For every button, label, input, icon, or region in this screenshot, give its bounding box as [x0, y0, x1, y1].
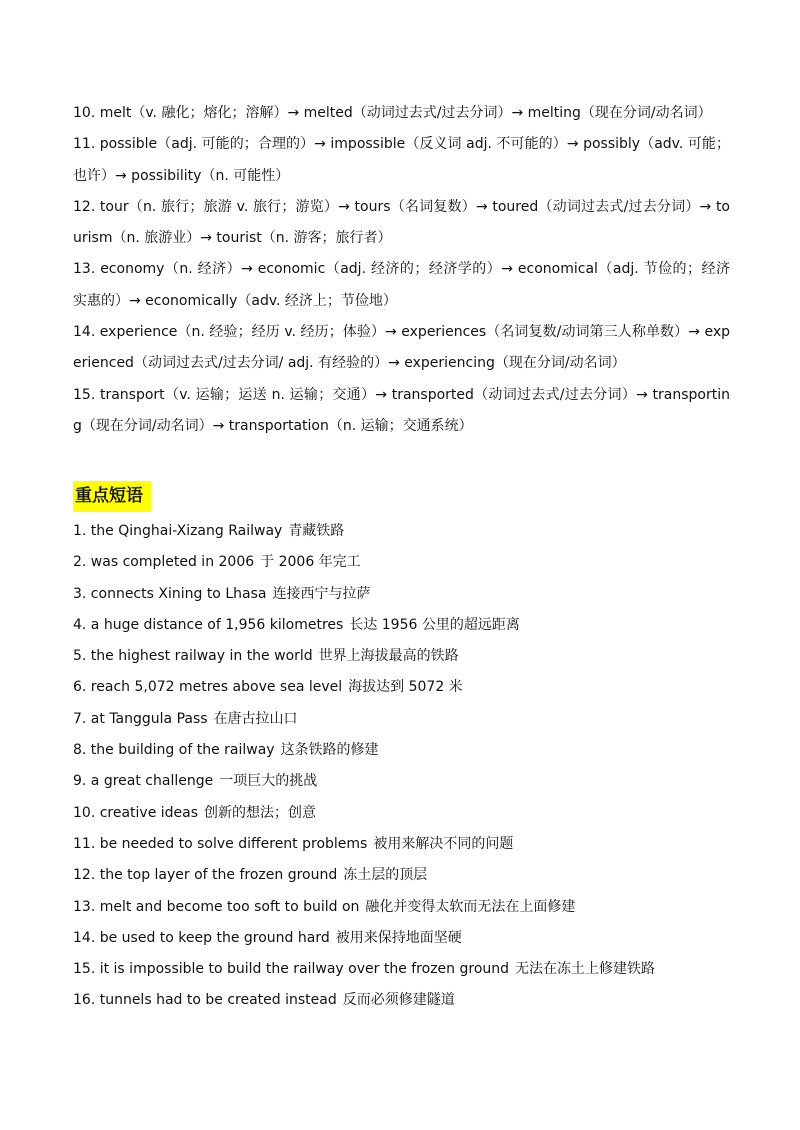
phrase-zh: 被用来解决不同的问题 [373, 835, 514, 852]
phrase-en: 1. the Qinghai-Xizang Railway [73, 523, 283, 539]
phrase-en: 4. a huge distance of 1,956 kilometres [73, 616, 344, 633]
phrase-en: 16. tunnels had to be created instead [73, 992, 337, 1009]
phrase-en: 14. be used to keep the ground hard [73, 929, 330, 946]
phrase-zh: 海拔达到 5072 米 [348, 679, 463, 696]
phrase-en: 11. be needed to solve different problems [73, 835, 368, 852]
vocab-entry-transport: 15. transport（v. 运输；运送 n. 运输；交通）→ transported（动词过去式/过去分词）→ transporting（现在分词/动名词）→ transportation（n. 运输；交通系统） [73, 386, 730, 434]
phrase-item [73, 579, 753, 610]
phrase-zh: 冻土层的顶层 [343, 867, 428, 884]
phrase-zh: 创新的想法；创意 [204, 804, 317, 821]
phrase-item [73, 672, 753, 703]
vocab-entry-melt: 10. melt（v. 融化；熔化；溶解）→ melted（动词过去式/过去分词）→ melting（现在分词/动名词） [73, 105, 712, 121]
phrase-en: 12. the top layer of the frozen ground [73, 867, 338, 884]
phrase-en: 6. reach 5,072 metres above sea level [73, 679, 343, 696]
phrase-zh: 于 2006 年完工 [260, 554, 361, 571]
phrase-zh: 融化并变得太软而无法在上面修建 [365, 898, 576, 915]
phrase-en: 2. was completed in 2006 [73, 554, 255, 571]
phrase-item [73, 516, 753, 547]
phrase-zh: 这条铁路的修建 [280, 742, 379, 759]
phrase-en: 10. creative ideas [73, 804, 199, 821]
phrase-en: 9. a great challenge [73, 773, 214, 790]
phrase-zh: 被用来保持地面坚硬 [335, 929, 462, 946]
phrase-item [73, 798, 753, 829]
phrase-item [73, 829, 753, 860]
vocab-entry-possible: 11. possible（adj. 可能的；合理的）→ impossible（反义词 adj. 不可能的）→ possibly（adv. 可能；也许）→ possibility（n. 可能性） [73, 136, 730, 184]
phrase-item [73, 735, 753, 766]
phrase-zh: 一项巨大的挑战 [219, 773, 318, 790]
phrase-item [73, 892, 753, 923]
phrase-item [73, 954, 753, 985]
phrase-zh: 长达 1956 公里的超远距离 [349, 616, 520, 633]
phrase-zh: 无法在冻土上修建铁路 [515, 961, 656, 978]
phrase-item [73, 641, 753, 672]
phrase-zh: 在唐古拉山口 [213, 710, 298, 727]
phrase-en: 15. it is impossible to build the railway over the frozen ground [73, 961, 510, 978]
vocab-entry-economy: 13. economy（n. 经济）→ economic（adj. 经济的；经济学的）→ economical（adj. 节俭的；经济实惠的）→ economically（adv. 经济上；节俭地） [73, 261, 730, 309]
phrases-heading-wrap [73, 481, 151, 512]
phrase-zh: 反而必须修建隧道 [342, 992, 455, 1009]
phrase-item [73, 766, 753, 797]
phrase-en: 8. the building of the railway [73, 742, 275, 759]
vocabulary-list [73, 98, 730, 442]
vocab-entry-tour: 12. tour（n. 旅行；旅游 v. 旅行；游览）→ tours（名词复数）→ toured（动词过去式/过去分词）→ tourism（n. 旅游业）→ tourist（n. 游客；旅行者） [73, 198, 730, 247]
phrase-item [73, 547, 753, 578]
phrase-zh: 青藏铁路 [288, 523, 345, 539]
phrase-en: 5. the highest railway in the world [73, 648, 313, 665]
section-heading: 重点短语 [73, 481, 151, 512]
phrase-item [73, 985, 753, 1016]
vocab-entry-experience: 14. experience（n. 经验；经历 v. 经历；体验）→ experiences（名词复数/动词第三人称单数）→ experienced（动词过去式/过去分词/ adj. 有经验的）→ experiencing（现在分词/动名词） [73, 324, 730, 372]
phrase-item [73, 860, 753, 891]
phrase-en: 3. connects Xining to Lhasa [73, 585, 267, 602]
phrase-zh: 世界上海拔最高的铁路 [318, 648, 459, 665]
phrase-en: 7. at Tanggula Pass [73, 710, 208, 727]
phrase-item [73, 610, 753, 641]
phrase-en: 13. melt and become too soft to build on [73, 898, 360, 915]
phrase-zh: 连接西宁与拉萨 [272, 585, 371, 602]
phrase-list [73, 516, 753, 1017]
phrase-item [73, 923, 753, 954]
phrase-item [73, 704, 753, 735]
